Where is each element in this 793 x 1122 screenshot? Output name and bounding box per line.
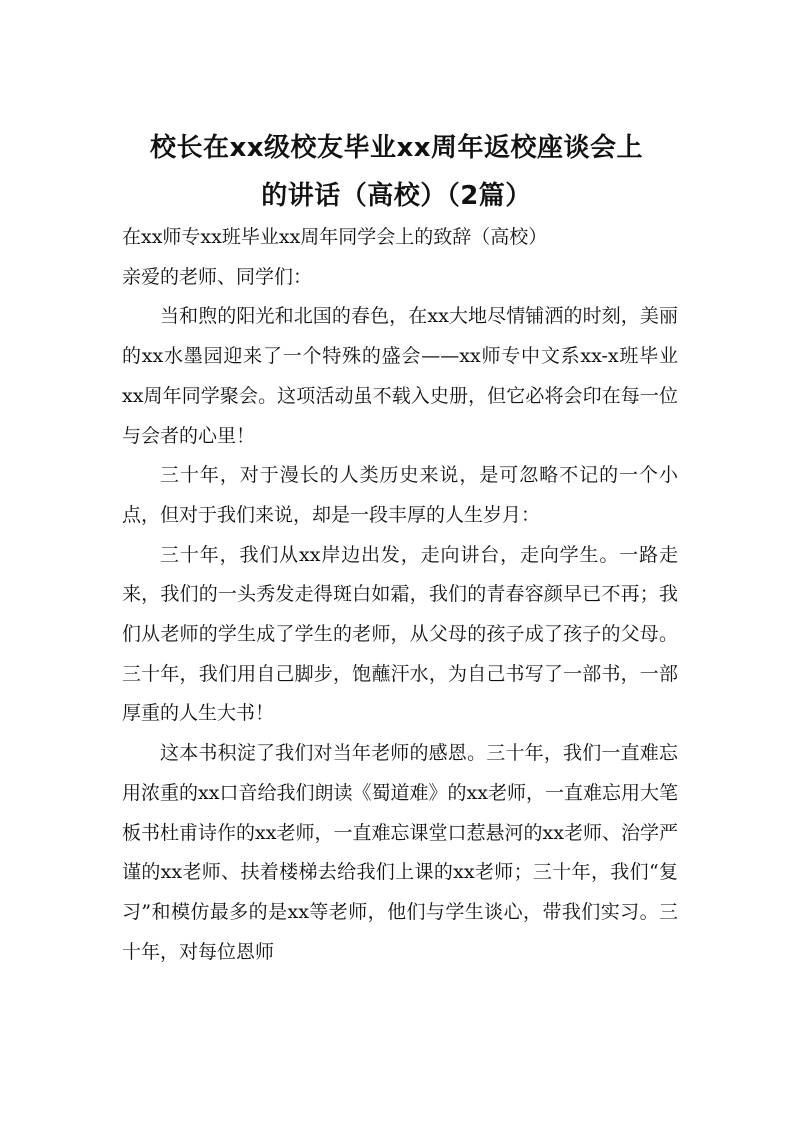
salutation: 亲爱的老师、同学们： (122, 265, 313, 288)
paragraph-3: 三十年，我们从xx岸边出发，走向讲台，走向学生。一路走来，我们的一头秀发走得斑白如霜，我们的青春容颜早已不再；我们从老师的学生成了学生的老师，从父母的孩子成了孩子的父母。三十年，我们用自己脚步，饱蘸汗水，为自己书写了一部书，一部厚重的人生大书！ (122, 543, 678, 725)
paragraph-1: 当和煦的阳光和北国的春色，在xx大地尽情铺洒的时刻，美丽的xx水墨园迎来了一个特殊的盛会——xx师专中文系xx-x班毕业xx周年同学聚会。这项活动虽不载入史册，但它必将会印在每一位与会者的心里！ (122, 305, 678, 447)
paragraph-2: 三十年，对于漫长的人类历史来说，是可忽略不记的一个小点，但对于我们来说，却是一段丰厚的人生岁月： (122, 464, 678, 526)
speech-subtitle: 在xx师专xx班毕业xx周年同学会上的致辞（高校） (122, 226, 548, 248)
title-line-1: 校长在xx级校友毕业xx周年返校座谈会上 (149, 133, 644, 163)
document-body (122, 218, 678, 972)
paragraph-4: 这本书积淀了我们对当年老师的感恩。三十年，我们一直难忘用浓重的xx口音给我们朗读《蜀道难》的xx老师，一直难忘用大笔板书杜甫诗作的xx老师，一直难忘课堂口惹悬河的xx老师、治学严谨的xx老师、扶着楼梯去给我们上课的xx老师；三十年，我们“复习”和模仿最多的是xx等老师，他们与学生谈心，带我们实习。三十年，对每位恩师 (122, 742, 678, 963)
document-title (60, 124, 733, 220)
title-line-2: 的讲话（高校）（2篇） (261, 181, 532, 211)
